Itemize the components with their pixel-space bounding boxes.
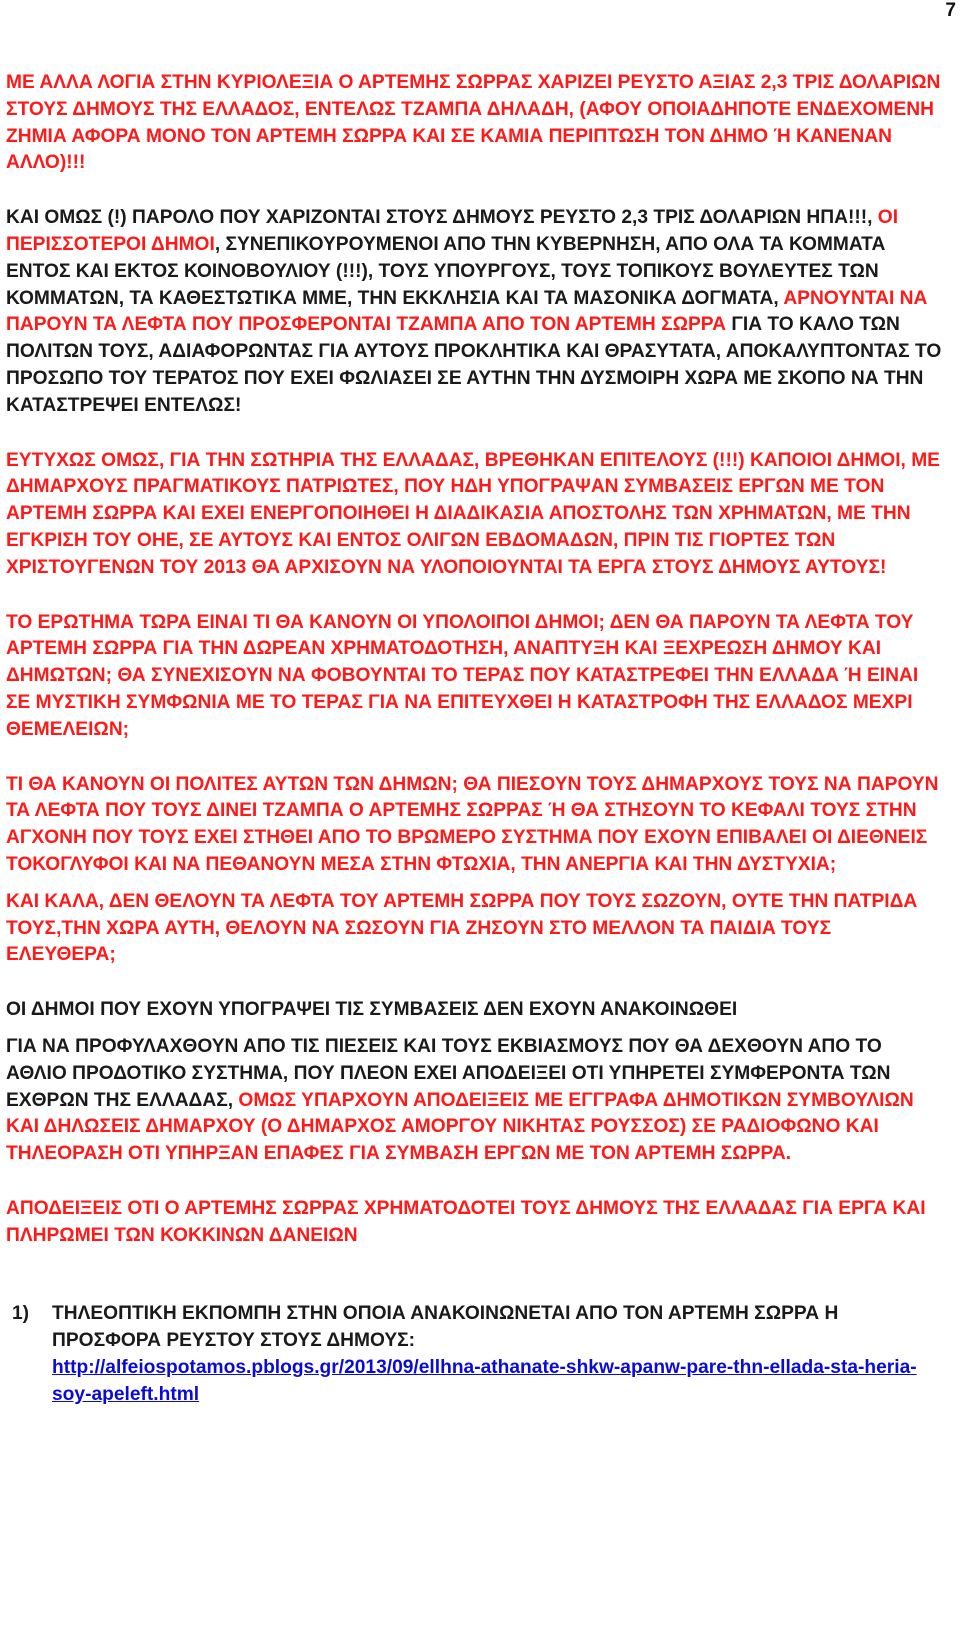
- paragraph-however: [6, 205, 946, 419]
- paragraph-citizens: ΤΙ ΘΑ ΚΑΝΟΥΝ ΟΙ ΠΟΛΙΤΕΣ ΑΥΤΩΝ ΤΩΝ ΔΗΜΩΝ; ΘΑ ΠΙΕΣΟΥΝ ΤΟΥΣ ΔΗΜΑΡΧΟΥΣ ΤΟΥΣ ΝΑ ΠΑΡΟΥΝ ΤΑ ΛΕΦΤΑ ΠΟΥ ΤΟΥΣ ΔΙΝΕΙ ΤΖΑΜΠΑ Ο ΑΡΤΕΜΗΣ ΣΩΡΡΑΣ Ή ΘΑ ΣΤΗΣΟΥΝ ΤΟ ΚΕΦΑΛΙ ΤΟΥΣ ΣΤΗΝ ΑΓΧΟΝΗ ΠΟΥ ΤΟΥΣ ΕΧΕΙ ΣΤΗΘΕΙ ΑΠΟ ΤΟ ΒΡΩΜΕΡΟ ΣΥΣΤΗΜΑ ΠΟΥ ΕΧΟΥΝ ΕΠΙΒΑΛΕΙ ΟΙ ΔΙΕΘΝΕΙΣ ΤΟΚΟΓΛΥΦΟΙ ΚΑΙ ΝΑ ΠΕΘΑΝΟΥΝ ΜΕΣΑ ΣΤΗΝ ΦΤΩΧΙΑ, ΤΗΝ ΑΝΕΡΓΙΑ ΚΑΙ ΤΗΝ ΔΥΣΤΥΧΙΑ;: [6, 773, 939, 875]
- document-body: [6, 70, 946, 1409]
- list-item-body: [52, 1301, 946, 1408]
- source-link[interactable]: http://alfeiospotamos.pblogs.gr/2013/09/ellhna-athanate-shkw-apanw-pare-thn-ellada-sta-heria-soy-apeleft.html: [52, 1357, 917, 1405]
- list-item: [6, 1301, 946, 1408]
- paragraph-however-part5: ΓΙΑ ΤΟ ΚΑΛΟ ΤΩΝ ΠΟΛΙΤΩΝ ΤΟΥΣ, ΑΔΙΑΦΟΡΩΝΤΑΣ ΓΙΑ ΑΥΤΟΥΣ ΠΡΟΚΛΗΤΙΚΑ ΚΑΙ ΘΡΑΣΥΤΑΤΑ, ΑΠΟΚΑΛΥΠΤΟΝΤΑΣ ΤΟ ΠΡΟΣΩΠΟ ΤΟΥ ΤΕΡΑΤΟΣ ΠΟΥ ΕΧΕΙ ΦΩΛΙΑΣΕΙ ΣΕ ΑΥΤΗΝ ΤΗΝ ΔΥΣΜΟΙΡΗ ΧΩΡΑ ΜΕ ΣΚΟΠΟ ΝΑ ΤΗΝ ΚΑΤΑΣΤΡΕΨΕΙ ΕΝΤΕΛΩΣ!: [6, 314, 942, 416]
- paragraph-intro: ΜΕ ΑΛΛΑ ΛΟΓΙΑ ΣΤΗΝ ΚΥΡΙΟΛΕΞΙΑ Ο ΑΡΤΕΜΗΣ ΣΩΡΡΑΣ ΧΑΡΙΖΕΙ ΡΕΥΣΤΟ ΑΞΙΑΣ 2,3 ΤΡΙΣ ΔΟΛΑΡΙΩΝ ΣΤΟΥΣ ΔΗΜΟΥΣ ΤΗΣ ΕΛΛΑΔΟΣ, ΕΝΤΕΛΩΣ ΤΖΑΜΠΑ ΔΗΛΑΔΗ, (ΑΦΟΥ ΟΠΟΙΑΔΗΠΟΤΕ ΕΝΔΕΧΟΜΕΝΗ ΖΗΜΙΑ ΑΦΟΡΑ ΜΟΝΟ ΤΟΝ ΑΡΤΕΜΗ ΣΩΡΡΑ ΚΑΙ ΣΕ ΚΑΜΙΑ ΠΕΡΙΠΤΩΣΗ ΤΟΝ ΔΗΜΟ Ή ΚΑΝΕΝΑΝ ΑΛΛΟ)!!!: [6, 72, 941, 174]
- paragraph-however-part1: ΚΑΙ ΟΜΩΣ (!) ΠΑΡΟΛΟ ΠΟΥ ΧΑΡΙΖΟΝΤΑΙ ΣΤΟΥΣ ΔΗΜΟΥΣ ΡΕΥΣΤΟ 2,3 ΤΡΙΣ ΔΟΛΑΡΙΩΝ ΗΠΑ!!!,: [6, 207, 873, 229]
- paragraph-however-part2: ΟΙ ΠΕΡΙΣΣΟΤΕΡΟΙ ΔΗΜΟΙ: [6, 207, 899, 255]
- paragraph-protect-part2: ΟΜΩΣ ΥΠΑΡΧΟΥΝ ΑΠΟΔΕΙΞΕΙΣ ΜΕ ΕΓΓΡΑΦΑ ΔΗΜΟΤΙΚΩΝ ΣΥΜΒΟΥΛΙΩΝ ΚΑΙ ΔΗΛΩΣΕΙΣ ΔΗΜΑΡΧΟΥ (Ο ΔΗΜΑΡΧΟΣ ΑΜΟΡΓΟΥ ΝΙΚΗΤΑΣ ΡΟΥΣΣΟΣ) ΣΕ ΡΑΔΙΟΦΩΝΟ ΚΑΙ ΤΗΛΕΟΡΑΣΗ ΟΤΙ ΥΠΗΡΞΑΝ ΕΠΑΦΕΣ ΓΙΑ ΣΥΜΒΑΣΗ ΕΡΓΩΝ ΜΕ ΤΟΝ ΑΡΤΕΜΗ ΣΩΡΡΑ.: [6, 1089, 914, 1165]
- paragraph-fortunately: ΕΥΤΥΧΩΣ ΟΜΩΣ, ΓΙΑ ΤΗΝ ΣΩΤΗΡΙΑ ΤΗΣ ΕΛΛΑΔΑΣ, ΒΡΕΘΗΚΑΝ ΕΠΙΤΕΛΟΥΣ (!!!) ΚΑΠΟΙΟΙ ΔΗΜΟΙ, ΜΕ ΔΗΜΑΡΧΟΥΣ ΠΡΑΓΜΑΤΙΚΟΥΣ ΠΑΤΡΙΩΤΕΣ, ΠΟΥ ΗΔΗ ΥΠΟΓΡΑΨΑΝ ΣΥΜΒΑΣΕΙΣ ΕΡΓΩΝ ΜΕ ΤΟΝ ΑΡΤΕΜΗ ΣΩΡΡΑ ΚΑΙ ΕΧΕΙ ΕΝΕΡΓΟΠΟΙΗΘΕΙ Η ΔΙΑΔΙΚΑΣΙΑ ΑΠΟΣΤΟΛΗΣ ΤΩΝ ΧΡΗΜΑΤΩΝ, ΜΕ ΤΗΝ ΕΓΚΡΙΣΗ ΤΟΥ ΟΗΕ, ΣΕ ΑΥΤΟΥΣ ΚΑΙ ΕΝΤΟΣ ΟΛΙΓΩΝ ΕΒΔΟΜΑΔΩΝ, ΠΡΙΝ ΤΙΣ ΓΙΟΡΤΕΣ ΤΩΝ ΧΡΙΣΤΟΥΓΕΝΩΝ ΤΟΥ 2013 ΘΑ ΑΡΧΙΣΟΥΝ ΝΑ ΥΛΟΠΟΙΟΥΝΤΑΙ ΤΑ ΕΡΓΑ ΣΤΟΥΣ ΔΗΜΟΥΣ ΑΥΤΟΥΣ!: [6, 449, 940, 578]
- list-item-text: ΤΗΛΕΟΠΤΙΚΗ ΕΚΠΟΜΠΗ ΣΤΗΝ ΟΠΟΙΑ ΑΝΑΚΟΙΝΩΝΕΤΑΙ ΑΠΟ ΤΟΝ ΑΡΤΕΜΗ ΣΩΡΡΑ Η ΠΡΟΣΦΟΡΑ ΡΕΥΣΤΟΥ ΣΤΟΥΣ ΔΗΜΟΥΣ:: [52, 1303, 839, 1352]
- paragraph-however-part4: ΑΡΝΟΥΝΤΑΙ ΝΑ ΠΑΡΟΥΝ ΤΑ ΛΕΦΤΑ ΠΟΥ ΠΡΟΣΦΕΡΟΝΤΑΙ ΤΖΑΜΠΑ ΑΠΟ ΤΟΝ ΑΡΤΕΜΗ ΣΩΡΡΑ: [6, 287, 928, 336]
- paragraph-question: ΤΟ ΕΡΩΤΗΜΑ ΤΩΡΑ ΕΙΝΑΙ ΤΙ ΘΑ ΚΑΝΟΥΝ ΟΙ ΥΠΟΛΟΙΠΟΙ ΔΗΜΟΙ; ΔΕΝ ΘΑ ΠΑΡΟΥΝ ΤΑ ΛΕΦΤΑ ΤΟΥ ΑΡΤΕΜΗ ΣΩΡΡΑ ΓΙΑ ΤΗΝ ΔΩΡΕΑΝ ΧΡΗΜΑΤΟΔΟΤΗΣΗ, ΑΝΑΠΤΥΞΗ ΚΑΙ ΞΕΧΡΕΩΣΗ ΔΗΜΟΥ ΚΑΙ ΔΗΜΩΤΩΝ; ΘΑ ΣΥΝΕΧΙΣΟΥΝ ΝΑ ΦΟΒΟΥΝΤΑΙ ΤΟ ΤΕΡΑΣ ΠΟΥ ΚΑΤΑΣΤΡΕΦΕΙ ΤΗΝ ΕΛΛΑΔΑ Ή ΕΙΝΑΙ ΣΕ ΜΥΣΤΙΚΗ ΣΥΜΦΩΝΙΑ ΜΕ ΤΟ ΤΕΡΑΣ ΓΙΑ ΝΑ ΕΠΙΤΕΥΧΘΕΙ Η ΚΑΤΑΣΤΡΟΦΗ ΤΗΣ ΕΛΛΑΔΟΣ ΜΕΧΡΙ ΘΕΜΕΛΕΙΩΝ;: [6, 611, 919, 740]
- paragraph-proofs-heading: ΑΠΟΔΕΙΞΕΙΣ ΟΤΙ Ο ΑΡΤΕΜΗΣ ΣΩΡΡΑΣ ΧΡΗΜΑΤΟΔΟΤΕΙ ΤΟΥΣ ΔΗΜΟΥΣ ΤΗΣ ΕΛΛΑΔΑΣ ΓΙΑ ΕΡΓΑ ΚΑΙ ΠΛΗΡΩΜΕΙ ΤΩΝ ΚΟΚΚΙΝΩΝ ΔΑΝΕΙΩΝ: [6, 1197, 926, 1246]
- paragraph-not-announced: ΟΙ ΔΗΜΟΙ ΠΟΥ ΕΧΟΥΝ ΥΠΟΓΡΑΨΕΙ ΤΙΣ ΣΥΜΒΑΣΕΙΣ ΔΕΝ ΕΧΟΥΝ ΑΝΑΚΟΙΝΩΘΕΙ: [6, 999, 738, 1021]
- list-item-number: 1): [12, 1303, 30, 1325]
- paragraph-however-part3: , ΣΥΝΕΠΙΚΟΥΡΟΥΜΕΝΟΙ ΑΠΟ ΤΗΝ ΚΥΒΕΡΝΗΣΗ, ΑΠΟ ΟΛΑ ΤΑ ΚΟΜΜΑΤΑ ΕΝΤΟΣ ΚΑΙ ΕΚΤΟΣ ΚΟΙΝΟΒΟΥΛΙΟΥ (!!!), ΤΟΥΣ ΥΠΟΥΡΓΟΥΣ, ΤΟΥΣ ΤΟΠΙΚΟΥΣ ΒΟΥΛΕΥΤΕΣ ΤΩΝ ΚΟΜΜΑΤΩΝ, ΤΑ ΚΑΘΕΣΤΩΤΙΚΑ ΜΜΕ, ΤΗΝ ΕΚΚΛΗΣΙΑ ΚΑΙ ΤΑ ΜΑΣΟΝΙΚΑ ΔΟΓΜΑΤΑ,: [6, 233, 886, 309]
- page-number: 7: [945, 0, 956, 21]
- paragraph-and-well: ΚΑΙ ΚΑΛΑ, ΔΕΝ ΘΕΛΟΥΝ ΤΑ ΛΕΦΤΑ ΤΟΥ ΑΡΤΕΜΗ ΣΩΡΡΑ ΠΟΥ ΤΟΥΣ ΣΩΖΟΥΝ, ΟΥΤΕ ΤΗΝ ΠΑΤΡΙΔΑ ΤΟΥΣ,ΤΗΝ ΧΩΡΑ ΑΥΤΗ, ΘΕΛΟΥΝ ΝΑ ΣΩΣΟΥΝ ΓΙΑ ΖΗΣΟΥΝ ΣΤΟ ΜΕΛΛΟΝ ΤΑ ΠΑΙΔΙΑ ΤΟΥΣ ΕΛΕΥΘΕΡΑ;: [6, 890, 918, 966]
- paragraph-protect: [6, 1034, 946, 1168]
- paragraph-protect-part1: ΓΙΑ ΝΑ ΠΡΟΦΥΛΑΧΘΟΥΝ ΑΠΟ ΤΙΣ ΠΙΕΣΕΙΣ ΚΑΙ ΤΟΥΣ ΕΚΒΙΑΣΜΟΥΣ ΠΟΥ ΘΑ ΔΕΧΘΟΥΝ ΑΠΟ ΤΟ ΑΘΛΙΟ ΠΡΟΔΟΤΙΚΟ ΣΥΣΤΗΜΑ, ΠΟΥ ΠΛΕΟΝ ΕΧΕΙ ΑΠΟΔΕΙΞΕΙ ΟΤΙ ΥΠΗΡΕΤΕΙ ΣΥΜΦΕΡΟΝΤΑ ΤΩΝ ΕΧΘΡΩΝ ΤΗΣ ΕΛΛΑΔΑΣ,: [6, 1035, 891, 1111]
